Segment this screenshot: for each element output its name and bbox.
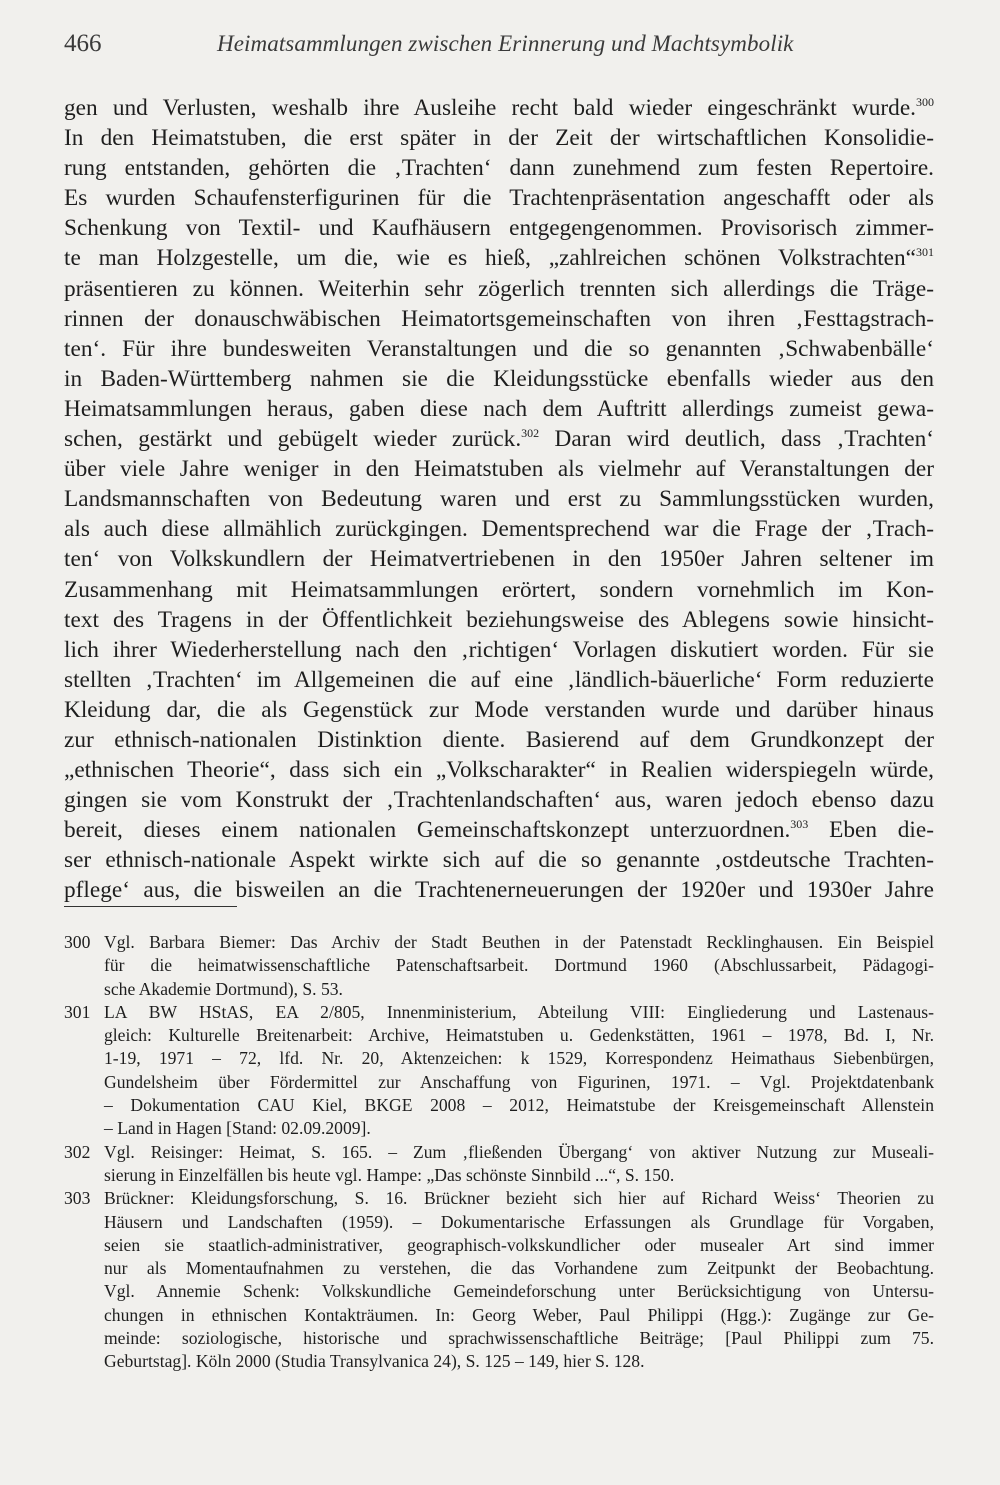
footnote-line: meinde: soziologische, historische und sprachwissenschaftliche Beiträge; [Paul Philippi zum 75. — [104, 1328, 934, 1349]
footnote-line: Brückner: Kleidungsforschung, S. 16. Brückner bezieht sich hier auf Richard Weiss‘ Theorien zu — [104, 1188, 934, 1209]
body-line — [64, 484, 934, 514]
footnote-line: Vgl. Barbara Biemer: Das Archiv der Stadt Beuthen in der Patenstadt Recklinghausen. Ein Beispiel — [104, 932, 934, 952]
footnote — [64, 1141, 934, 1188]
body-line-text: ten‘. Für ihre bundesweiten Veranstaltungen und die so genannten ‚Schwabenbälle‘ — [64, 335, 934, 362]
body-line — [64, 605, 934, 635]
body-line-text: Zusammenhang mit Heimatsammlungen erörtert, sondern vornehmlich im Kon- — [64, 576, 934, 603]
footnote-line: sche Akademie Dortmund), S. 53. — [104, 978, 343, 999]
footnote-line: Vgl. Annemie Schenk: Volkskundliche Gemeindeforschung unter Berücksichtigung von Untersu- — [104, 1281, 934, 1302]
footnote-reference[interactable]: 302 — [521, 426, 540, 441]
footnote-line: LA BW HStAS, EA 2/805, Innenministerium, Abteilung VIII: Eingliederung und Lastenaus- — [104, 1001, 934, 1022]
body-line-text: ser ethnisch-nationale Aspekt wirkte sich auf die so genannte ‚ostdeutsche Trachten- — [64, 847, 934, 874]
body-line — [64, 334, 934, 364]
body-line-text: rung entstanden, gehörten die ‚Trachten‘ dann zunehmend zum festen Repertoire. — [64, 155, 934, 182]
footnote-reference[interactable]: 303 — [790, 817, 809, 832]
body-line — [64, 123, 934, 153]
body-line-text: zur ethnisch-nationalen Distinktion diente. Basierend auf dem Grundkonzept der — [64, 726, 934, 753]
body-line — [64, 304, 934, 334]
body-line-text: Es wurden Schaufensterfigurinen für die Trachtenpräsentation angeschafft oder als — [64, 185, 934, 212]
body-line — [64, 153, 934, 183]
body-line — [64, 845, 934, 875]
body-line — [64, 635, 934, 665]
body-line — [64, 424, 934, 454]
body-line — [64, 394, 934, 424]
footnote-text — [104, 1187, 934, 1373]
body-line — [64, 544, 934, 574]
body-line-text: ten‘ von Volkskundlern der Heimatvertriebenen in den 1950er Jahren seltener im — [64, 546, 934, 573]
body-line-text: stellten ‚Trachten‘ im Allgemeinen die auf eine ‚ländlich-bäuerliche‘ Form reduzierte — [64, 666, 934, 693]
body-line — [64, 514, 934, 544]
footnote-line: nur als Momentaufnahmen zu verstehen, die das Vorhandene zum Zeitpunkt der Beobachtung. — [104, 1258, 934, 1279]
footnote-text — [104, 1141, 934, 1188]
footnote — [64, 1001, 934, 1141]
body-line-text: rinnen der donauschwäbischen Heimatortsgemeinschaften von ihren ‚Festtagstrach- — [64, 305, 934, 332]
footnote-line: gleich: Kulturelle Breitenarbeit: Archive, Heimatstuben u. Gedenkstätten, 1961 – 1978, Bd. I, Nr. — [104, 1025, 934, 1046]
page-number: 466 — [64, 30, 102, 57]
body-line — [64, 875, 934, 905]
footnote-line: Häusern und Landschaften (1959). – Dokumentarische Erfassungen als Grundlage für Vorgaben, — [104, 1211, 934, 1232]
footnote-line: sierung in Einzelfällen bis heute vgl. Hampe: „Das schönste Sinnbild ...“, S. 150. — [104, 1164, 675, 1185]
body-line-text: Eben die- — [808, 817, 934, 844]
body-line-text: in Baden-Württemberg nahmen sie die Kleidungsstücke ebenfalls wieder aus den — [64, 365, 934, 392]
body-line-text: präsentieren zu können. Weiterhin sehr zögerlich trennten sich allerdings die Träge- — [64, 275, 934, 302]
body-line-text: „ethnischen Theorie“, dass sich ein „Volkscharakter“ in Realien widerspiegeln würde, — [64, 757, 934, 784]
footnote-line: – Land in Hagen [Stand: 02.09.2009]. — [104, 1118, 371, 1139]
body-line — [64, 575, 934, 605]
footnote-line: 1-19, 1971 – 72, lfd. Nr. 20, Aktenzeichen: k 1529, Korrespondenz Heimathaus Siebenbürgen, — [104, 1048, 934, 1069]
body-line-text: Landsmannschaften von Bedeutung waren und erst zu Sammlungsstücken wurden, — [64, 486, 934, 513]
footnote-number: 303 — [64, 1188, 91, 1209]
running-title: Heimatsammlungen zwischen Erinnerung und Machtsymbolik — [217, 31, 794, 56]
footnote-line: chungen in ethnischen Kontakträumen. In: Georg Weber, Paul Philippi (Hgg.): Zugänge zur Ge- — [104, 1304, 934, 1325]
footnote-divider — [64, 906, 237, 907]
footnote-reference[interactable]: 301 — [916, 245, 934, 260]
footnote-line: für die heimatwissenschaftliche Patenschaftsarbeit. Dortmund 1960 (Abschlussarbeit, Pädagogi- — [104, 955, 934, 976]
body-line — [64, 93, 934, 123]
footnote-number: 301 — [64, 1001, 91, 1022]
footnote-text — [104, 931, 934, 1001]
body-line — [64, 213, 934, 243]
body-line — [64, 755, 934, 785]
body-line — [64, 785, 934, 815]
footnote-text — [104, 1001, 934, 1141]
body-line-text: gen und Verlusten, weshalb ihre Ausleihe recht bald wieder eingeschränkt wurde. — [64, 95, 916, 121]
footnote-reference[interactable]: 300 — [916, 95, 934, 109]
body-line — [64, 364, 934, 394]
body-line-text: als auch diese allmählich zurückgingen. Dementsprechend war die Frage der ‚Trach- — [64, 516, 934, 543]
footnote-line: seien sie staatlich-administrativer, geographisch-volkskundlicher oder musealer Art sind immer — [104, 1234, 934, 1255]
body-text — [64, 93, 934, 906]
footnote — [64, 1187, 934, 1373]
body-line-text: pflege‘ aus, die bisweilen an die Trachtenerneuerungen der 1920er und 1930er Jahre — [64, 877, 934, 904]
footnote-line: Vgl. Reisinger: Heimat, S. 165. – Zum ‚fließenden Übergang‘ von aktiver Nutzung zur Museali- — [104, 1141, 934, 1162]
body-line — [64, 695, 934, 725]
body-line-text: Kleidung dar, die als Gegenstück zur Mode verstanden wurde und darüber hinaus — [64, 696, 934, 723]
body-line — [64, 243, 934, 273]
body-line-text: In den Heimatstuben, die erst später in der Zeit der wirtschaftlichen Konsolidie- — [64, 125, 934, 152]
footnote-line: Gundelsheim über Fördermittel zur Anschaffung von Figurinen, 1971. – Vgl. Projektdatenbank — [104, 1071, 934, 1092]
footnote-number: 300 — [64, 932, 91, 952]
footnote-line: – Dokumentation CAU Kiel, BKGE 2008 – 2012, Heimatstube der Kreisgemeinschaft Allenstein — [104, 1095, 934, 1116]
body-line — [64, 725, 934, 755]
body-line — [64, 665, 934, 695]
body-line-text: text des Tragens in der Öffentlichkeit beziehungsweise des Ablegens sowie hinsicht- — [64, 606, 934, 633]
body-line-text: bereit, dieses einem nationalen Gemeinschaftskonzept unterzuordnen. — [64, 817, 791, 844]
body-line — [64, 274, 934, 304]
body-line-text: te man Holzgestelle, um die, wie es hieß, „zahlreichen schönen Volkstrachten“ — [64, 245, 916, 272]
body-line-text: lich ihrer Wiederherstellung nach den ‚richtigen‘ Vorlagen diskutiert worden. Für sie — [64, 636, 934, 663]
body-line-text: schen, gestärkt und gebügelt wieder zurück. — [64, 426, 522, 453]
body-line-text: über viele Jahre weniger in den Heimatstuben als vielmehr auf Veranstaltungen der — [64, 456, 934, 483]
footnote — [64, 931, 934, 1001]
footnotes — [64, 931, 934, 1374]
page-header — [64, 30, 936, 66]
footnote-number: 302 — [64, 1141, 91, 1162]
body-line-text: Heimatsammlungen heraus, gaben diese nach dem Auftritt allerdings zumeist gewa- — [64, 395, 934, 422]
body-line-text: Daran wird deutlich, dass ‚Trachten‘ — [539, 426, 935, 453]
body-line — [64, 454, 934, 484]
footnote-line: Geburtstag]. Köln 2000 (Studia Transylvanica 24), S. 125 – 149, hier S. 128. — [104, 1351, 645, 1372]
body-line — [64, 815, 934, 845]
body-line-text: gingen sie vom Konstrukt der ‚Trachtenlandschaften‘ aus, waren jedoch ebenso dazu — [64, 787, 934, 814]
body-line-text: Schenkung von Textil- und Kaufhäusern entgegengenommen. Provisorisch zimmer- — [64, 215, 934, 242]
body-line — [64, 183, 934, 213]
